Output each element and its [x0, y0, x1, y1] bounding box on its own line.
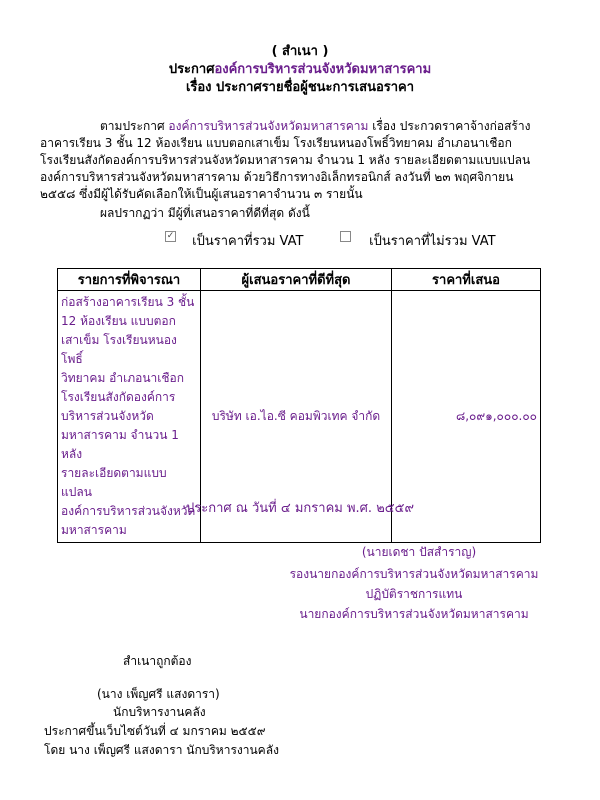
- signer-title-1: รองนายกองค์การบริหารส่วนจังหวัดมหาสารคาม: [289, 567, 539, 581]
- title-prefix: ประกาศ: [168, 62, 215, 77]
- vat-included-label: เป็นราคาที่รวม VAT: [192, 234, 304, 249]
- vat-included-checkbox: ✓: [166, 231, 175, 241]
- item-line: เสาเข็ม โรงเรียนหนองโพธิ์: [61, 333, 177, 366]
- body-line-5: ๒๕๕๘ ซึ่งมีผู้ได้รับคัดเลือกให้เป็นผู้เสนอราคาจำนวน ๓ รายนั้น: [40, 187, 363, 201]
- copy-cert-position: นักบริหารงานคลัง: [113, 705, 206, 719]
- item-line: วิทยาคม อำเภอนาเชือก: [61, 371, 184, 385]
- col-header-price: ราคาที่เสนอ: [392, 269, 541, 291]
- vat-excluded-label: เป็นราคาที่ไม่รวม VAT: [369, 234, 496, 249]
- table-header-row: [58, 269, 541, 291]
- posted-by-line: โดย นาง เพ็ญศรี แสงดารา นักบริหารงานคลัง: [44, 743, 279, 757]
- body-line-1: [100, 118, 530, 135]
- item-line: องค์การบริหารส่วนจังหวัด: [61, 504, 196, 518]
- announce-date: ประกาศ ณ วันที่ ๔ มกราคม พ.ศ. ๒๕๕๙: [186, 501, 414, 516]
- body-line-6: ผลปรากฏว่า มีผู้ที่เสนอราคาที่ดีที่สุด ดังนี้: [100, 206, 310, 220]
- copy-label: ( สำเนา ): [271, 44, 329, 59]
- web-posted-date: ประกาศขึ้นเว็บไซต์วันที่ ๔ มกราคม ๒๕๕๙: [44, 724, 266, 738]
- body-line-3: โรงเรียนสังกัดองค์การบริหารส่วนจังหวัดมหาสารคาม จำนวน 1 หลัง รายละเอียดตามแบบแปลน: [40, 153, 531, 167]
- signer-name: (นายเดชา ปัสสำราญ): [361, 545, 477, 559]
- vat-included-option: [165, 230, 303, 251]
- body-line-4: องค์การบริหารส่วนจังหวัดมหาสารคาม ด้วยวิธีการทางอิเล็กทรอนิกส์ ลงวันที่ ๒๓ พฤศจิกายน: [40, 170, 514, 184]
- vat-excluded-checkbox: [340, 231, 351, 242]
- signer-title-3: นายกองค์การบริหารส่วนจังหวัดมหาสารคาม: [299, 607, 529, 621]
- body-line-2: อาคารเรียน 3 ชั้น 12 ห้องเรียน แบบตอกเสาเข็ม โรงเรียนหนองโพธิ์วิทยาคม อำเภอนาเชือก: [40, 136, 512, 150]
- body-lead: ตามประกาศ: [100, 119, 165, 133]
- price-cell: ๘,๐๙๑,๐๐๐.๐๐: [392, 291, 541, 543]
- col-header-bidder: ผู้เสนอราคาที่ดีที่สุด: [201, 269, 392, 291]
- item-line: ก่อสร้างอาคารเรียน 3 ชั้น: [61, 295, 195, 309]
- copy-cert-name: (นาง เพ็ญศรี แสงดารา): [97, 687, 220, 701]
- body-org: องค์การบริหารส่วนจังหวัดมหาสารคาม: [168, 119, 369, 133]
- item-line: รายละเอียดตามแบบแปลน: [61, 466, 167, 499]
- body-rest: เรื่อง ประกวดราคาจ้างก่อสร้าง: [372, 119, 531, 133]
- bidder-cell: บริษัท เอ.ไอ.ซี คอมพิวเทค จำกัด: [201, 291, 392, 543]
- title-org: องค์การบริหารส่วนจังหวัดมหาสารคาม: [214, 62, 432, 77]
- item-line: มหาสารคาม จำนวน 1 หลัง: [61, 428, 179, 461]
- item-line: 12 ห้องเรียน แบบตอก: [61, 314, 176, 328]
- col-header-item: รายการที่พิจารณา: [58, 269, 201, 291]
- item-line: โรงเรียนสังกัดองค์การ: [61, 390, 176, 404]
- vat-excluded-option: [340, 230, 496, 251]
- item-line: บริหารส่วนจังหวัด: [61, 409, 154, 423]
- signer-title-2: ปฏิบัติราชการแทน: [365, 587, 463, 601]
- item-line: มหาสารคาม: [61, 523, 127, 537]
- copy-cert-label: สำเนาถูกต้อง: [123, 654, 192, 668]
- announcement-subject: เรื่อง ประกาศรายชื่อผู้ชนะการเสนอราคา: [185, 80, 415, 95]
